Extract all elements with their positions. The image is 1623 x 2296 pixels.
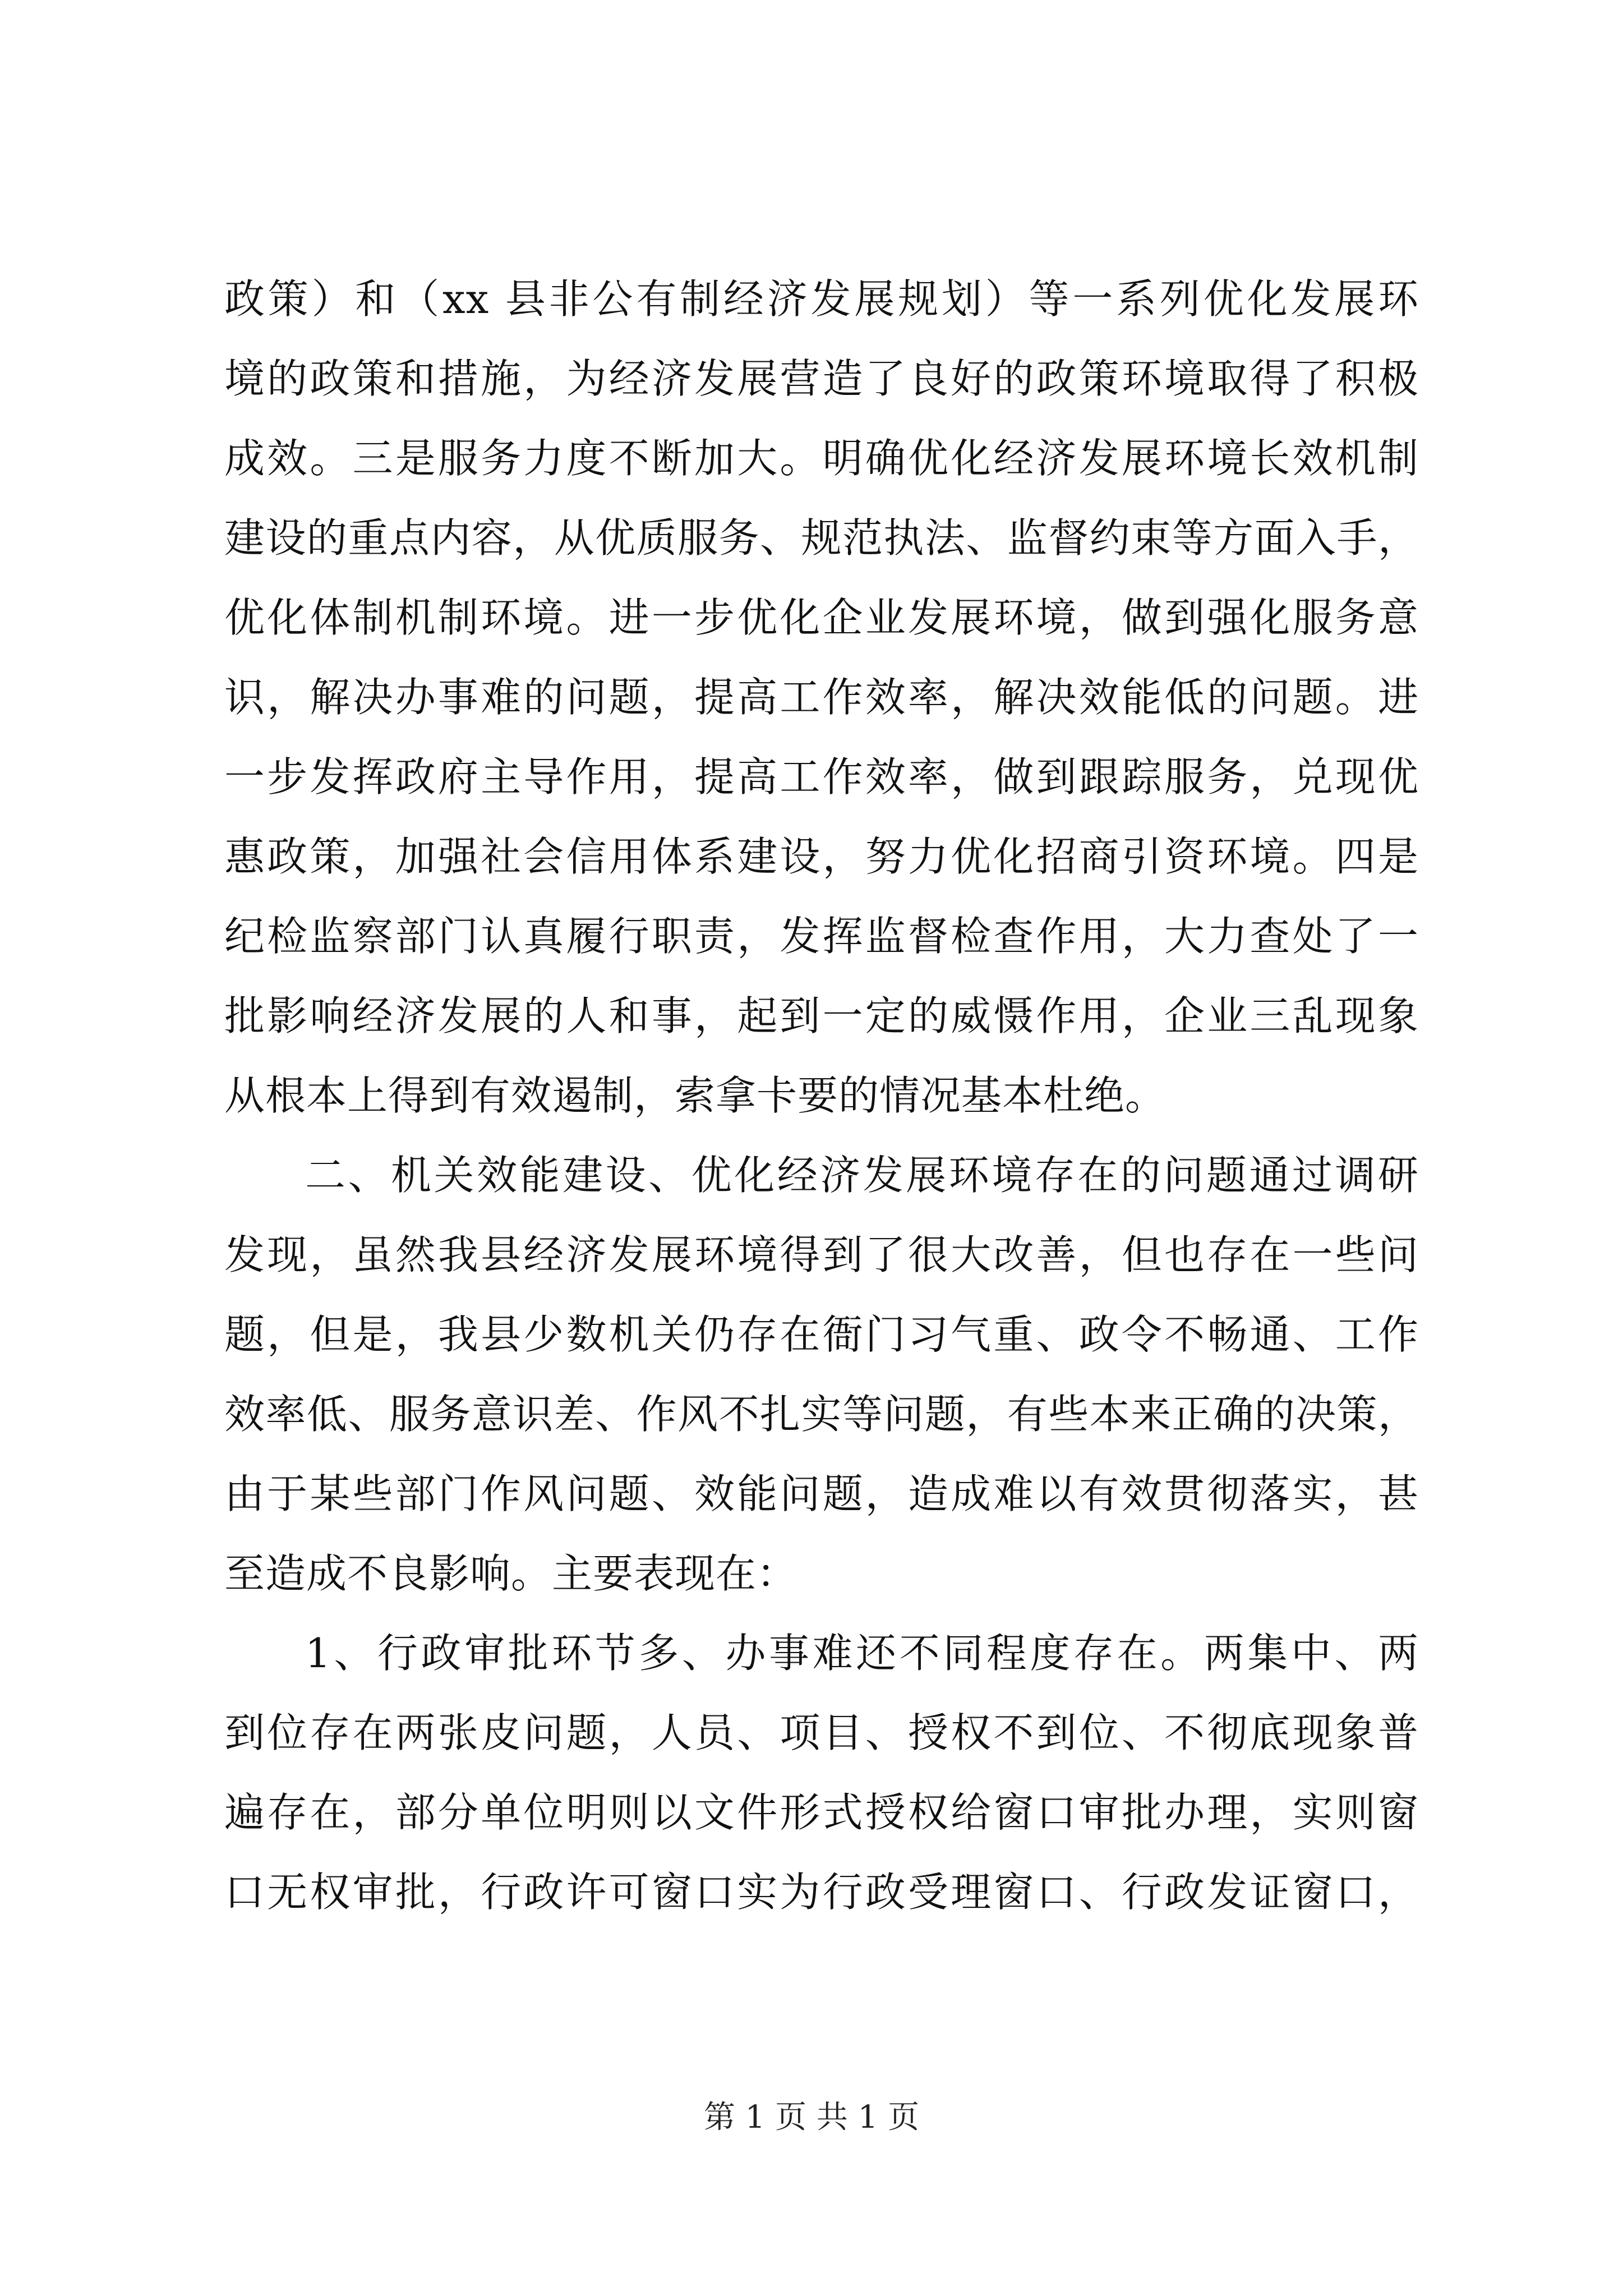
text-line: 至造成不良影响。主要表现在： (224, 1550, 798, 1597)
paragraph-2 (224, 1135, 1419, 1613)
page-footer: 第 1 页 共 1 页 (703, 2099, 920, 2136)
text-line: 二、机关效能建设、优化经济发展环境存在的问题通过调研 (305, 1152, 1419, 1199)
paragraph-3 (224, 1613, 1419, 1932)
text-line: 政策）和（xx 县非公有制经济发展规划）等一系列优化发展环 (224, 275, 1419, 323)
text-line: 口无权审批，行政许可窗口实为行政受理窗口、行政发证窗口， (224, 1869, 1419, 1916)
text-line: 境的政策和措施，为经济发展营造了良好的政策环境取得了积极 (224, 355, 1419, 402)
text-line: 效率低、服务意识差、作风不扎实等问题，有些本来正确的决策， (224, 1391, 1419, 1438)
text-line: 由于某些部门作风问题、效能问题，造成难以有效贯彻落实，甚 (224, 1470, 1419, 1517)
text-line: 优化体制机制环境。进一步优化企业发展环境，做到强化服务意 (224, 594, 1419, 641)
text-line: 成效。三是服务力度不断加大。明确优化经济发展环境长效机制 (224, 435, 1419, 482)
text-line: 建设的重点内容，从优质服务、规范执法、监督约束等方面入手， (224, 514, 1419, 562)
text-line: 纪检监察部门认真履行职责，发挥监督检查作用，大力查处了一 (224, 913, 1419, 960)
text-line: 发现，虽然我县经济发展环境得到了很大改善，但也存在一些问 (224, 1231, 1419, 1278)
text-line: 从根本上得到有效遏制，索拿卡要的情况基本杜绝。 (224, 1072, 1166, 1119)
text-line: 题，但是，我县少数机关仍存在衙门习气重、政令不畅通、工作 (224, 1311, 1419, 1358)
text-line: 识，解决办事难的问题，提高工作效率，解决效能低的问题。进 (224, 674, 1419, 721)
text-line: 1、行政审批环节多、办事难还不同程度存在。两集中、两 (305, 1630, 1419, 1677)
text-line: 遍存在，部分单位明则以文件形式授权给窗口审批办理，实则窗 (224, 1789, 1419, 1836)
paragraph-1 (224, 259, 1419, 1135)
text-line: 到位存在两张皮问题，人员、项目、授权不到位、不彻底现象普 (224, 1709, 1419, 1756)
text-line: 批影响经济发展的人和事，起到一定的威慑作用，企业三乱现象 (224, 992, 1419, 1039)
document-body (224, 259, 1419, 1932)
text-line: 惠政策，加强社会信用体系建设，努力优化招商引资环境。四是 (224, 833, 1419, 880)
text-line: 一步发挥政府主导作用，提高工作效率，做到跟踪服务，兑现优 (224, 753, 1419, 800)
